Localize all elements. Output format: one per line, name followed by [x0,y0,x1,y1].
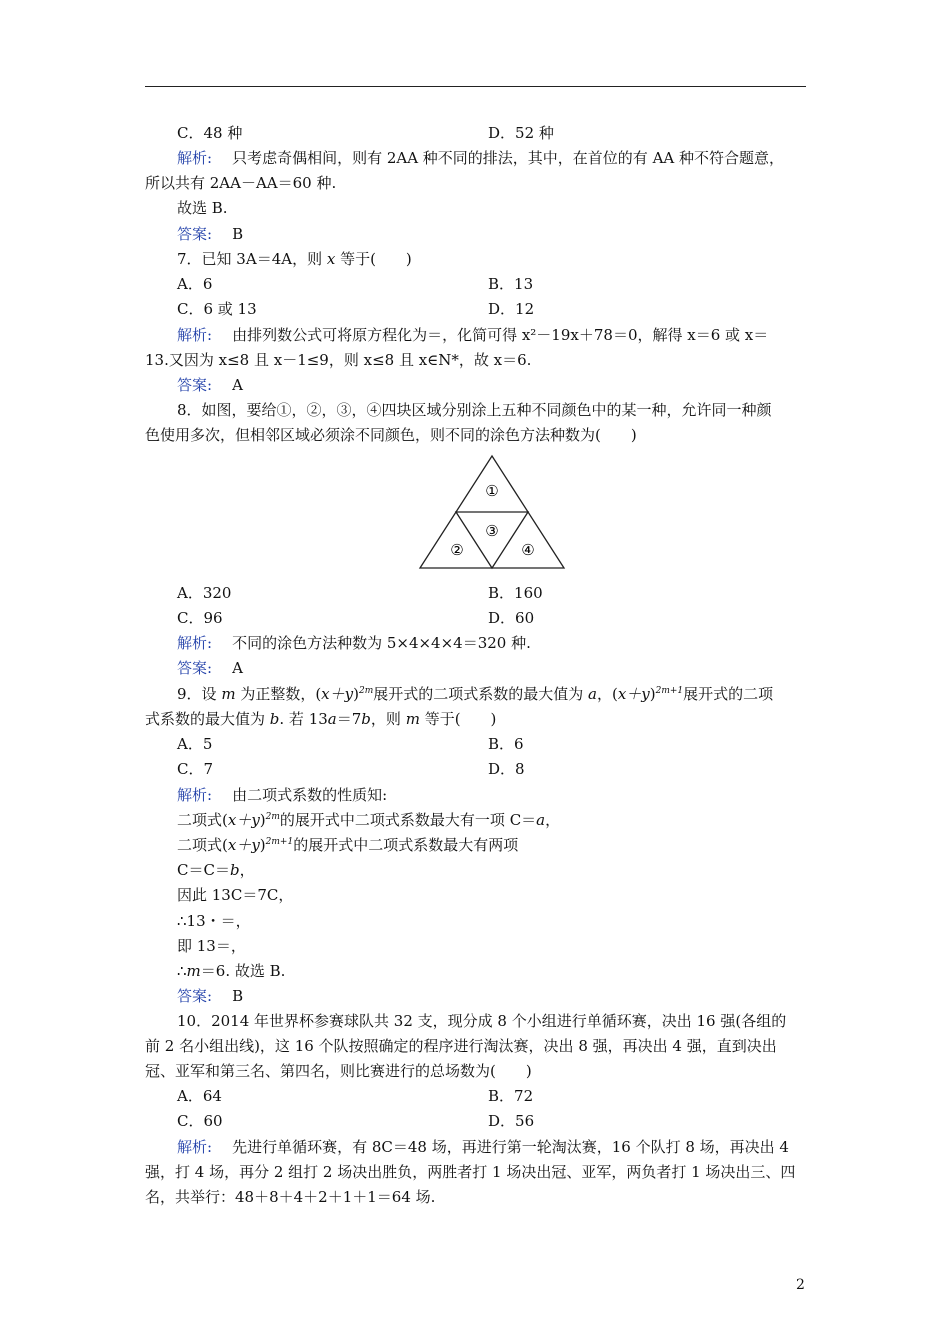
solution-label: 解析: [177,1138,213,1156]
q9-sol-text: 的展开式中二项式系数最大有两项 [293,836,519,854]
q7-stem-part: 7．已知 3A＝4A，则 [177,250,327,268]
q8-answer-value: A [232,659,243,677]
q7-stem [177,249,412,269]
q9-solution-line-6: ∴13・＝， [177,912,251,930]
q9-sol-text: ， [239,861,255,879]
q6-option-d: D．52 种 [488,124,554,142]
q9-option-d: D．8 [488,760,525,778]
q6-solution-line-2: 所以共有 2AA－AA＝60 种. [145,174,337,192]
q6-solution-line-3: 故选 B. [177,199,228,217]
q10-solution-text-1: 先进行单循环赛，有 8C＝48 场，再进行第一轮淘汰赛，16 个队打 8 场，再决出 4 [232,1138,789,1156]
q9-var-a: a [588,685,597,703]
triangle-region-figure [417,454,567,572]
q8-solution [177,633,531,653]
q9-expr-x-plus-y: x＋y [321,685,354,703]
q9-solution-line-2 [177,810,560,830]
q9-solution-line-8 [177,961,285,981]
q9-expr-x-plus-y: x＋y [227,811,260,829]
q9-stem-line-2 [145,709,496,729]
solution-label: 解析: [177,149,213,167]
q8-option-c: C．96 [177,609,223,627]
q7-stem-part: 等于( ) [335,250,412,268]
q9-sol-text: 二项式( [177,811,228,829]
q7-answer [177,375,243,395]
q9-stem-text: ，( [596,685,618,703]
q9-answer-value: B [232,987,244,1005]
q9-var-m: m [221,685,236,703]
q10-solution-line-3: 名，共举行：48＋8＋4＋2＋1＋1＝64 场. [145,1188,436,1206]
q10-option-a: A．64 [177,1087,222,1105]
q6-answer-value: B [232,225,244,243]
region-4-label: ④ [521,541,535,559]
q9-stem-text: ＝7 [336,710,362,728]
q6-answer [177,224,243,244]
q6-solution-line-1 [177,148,784,168]
q9-sol-text: ＝6. 故选 B. [200,962,286,980]
region-2-label: ② [450,541,464,559]
q7-option-a: A．6 [177,275,213,293]
region-3-label: ③ [485,522,499,540]
q9-stem-text: 展开式的二项 [683,685,774,703]
q7-stem-variable: x [326,250,336,268]
q9-paren: ) [353,685,359,703]
q9-sol-text: C＝C＝ [177,861,230,879]
solution-label: 解析: [177,634,213,652]
q9-expr-x-plus-y: x＋y [617,685,650,703]
q8-solution-text: 不同的涂色方法种数为 5×4×4×4＝320 种. [232,634,531,652]
q7-option-b: B．13 [488,275,534,293]
q9-var-b: b [269,710,280,728]
q7-solution-line-1 [177,325,768,345]
q9-solution-text-1: 由二项式系数的性质知: [232,786,388,804]
answer-label: 答案: [177,987,213,1005]
q9-stem-text: . 若 13 [279,710,328,728]
q9-var-m: m [186,962,201,980]
q7-option-c: C．6 或 13 [177,300,257,318]
answer-label: 答案: [177,659,213,677]
q9-exponent-2m-plus-1: 2m+1 [265,837,294,847]
q9-stem-text: 等于( ) [419,710,497,728]
q9-stem-line-1 [177,684,773,704]
q9-stem-text: 展开式的二项式系数的最大值为 [373,685,589,703]
region-1-label: ① [485,482,499,500]
q9-stem-text: ，则 [370,710,406,728]
q9-stem-text: 为正整数，( [235,685,322,703]
solution-label: 解析: [177,786,213,804]
page-number: 2 [796,1277,805,1293]
q10-solution-line-2: 强，打 4 场，再分 2 组打 2 场决出胜负，两胜者打 1 场决出冠、亚军，两负者打 1 场决出三、四 [145,1163,796,1181]
header-rule [145,86,806,87]
q10-stem-line-1: 10．2014 年世界杯参赛球队共 32 支，现分成 8 个小组进行单循环赛，决出 16 强(各组的 [177,1012,787,1030]
q9-sol-text: 的展开式中二项式系数最大有一项 C＝ [279,811,537,829]
q10-option-c: C．60 [177,1112,223,1130]
q9-var-b: b [361,710,371,728]
inner-triangle [456,512,528,568]
q8-stem-line-1: 8．如图，要给①，②，③，④四块区域分别涂上五种不同颜色中的某一种，允许同一种颜 [177,401,772,419]
q9-exponent-2m: 2m [265,812,280,822]
q8-stem-line-2: 色使用多次，但相邻区域必须涂不同颜色，则不同的涂色方法种数为( ) [145,426,637,444]
q9-var-m: m [405,710,420,728]
q9-solution-line-3 [177,835,518,855]
q9-stem-text: 9．设 [177,685,222,703]
q9-option-b: B．6 [488,735,524,753]
q9-option-a: A．5 [177,735,213,753]
q9-exponent-2m-plus-1: 2m+1 [655,686,684,696]
q10-stem-line-3: 冠、亚军和第三名、第四名，则比赛进行的总场数为( ) [145,1062,532,1080]
q8-option-b: B．160 [488,584,543,602]
q7-solution-line-2: 13.又因为 x≤8 且 x－1≤9，则 x≤8 且 x∈N*，故 x＝6. [145,351,532,369]
q7-solution-text-1: 由排列数公式可将原方程化为＝，化简可得 x²－19x＋78＝0，解得 x＝6 或 x＝ [232,326,769,344]
q9-option-c: C．7 [177,760,214,778]
q9-var-a: a [536,811,546,829]
q9-paren: ) [259,811,266,829]
q9-exponent-2m: 2m [358,686,374,696]
q9-solution-line-7: 即 13＝， [177,937,246,955]
q9-answer [177,986,243,1006]
q9-expr-x-plus-y: x＋y [227,836,260,854]
q9-solution-line-1 [177,785,387,805]
q8-option-a: A．320 [177,584,232,602]
q9-sol-text: ， [545,811,561,829]
answer-label: 答案: [177,225,213,243]
q9-paren: ) [259,836,266,854]
q9-solution-line-5: 因此 13C＝7C， [177,886,294,904]
q8-answer [177,658,243,678]
q9-stem-text: 式系数的最大值为 [145,710,270,728]
q8-option-d: D．60 [488,609,535,627]
q10-option-b: B．72 [488,1087,534,1105]
q10-stem-line-2: 前 2 名小组出线)，这 16 个队按照确定的程序进行淘汰赛，决出 8 强，再决出 4 强，直到决出 [145,1037,777,1055]
q10-option-d: D．56 [488,1112,535,1130]
solution-label: 解析: [177,326,213,344]
q9-sol-text: 二项式( [177,836,228,854]
q9-solution-line-4 [177,860,255,880]
q9-var-b: b [229,861,240,879]
q7-option-d: D．12 [488,300,535,318]
q9-var-a: a [327,710,337,728]
q6-option-c: C．48 种 [177,124,243,142]
q9-paren: ) [649,685,656,703]
q10-solution-line-1 [177,1137,789,1157]
answer-label: 答案: [177,376,213,394]
q9-sol-text: ∴ [177,962,187,980]
q6-solution-text-1: 只考虑奇偶相间，则有 2AA 种不同的排法，其中，在首位的有 AA 种不符合题意， [232,149,785,167]
q7-answer-value: A [232,376,243,394]
